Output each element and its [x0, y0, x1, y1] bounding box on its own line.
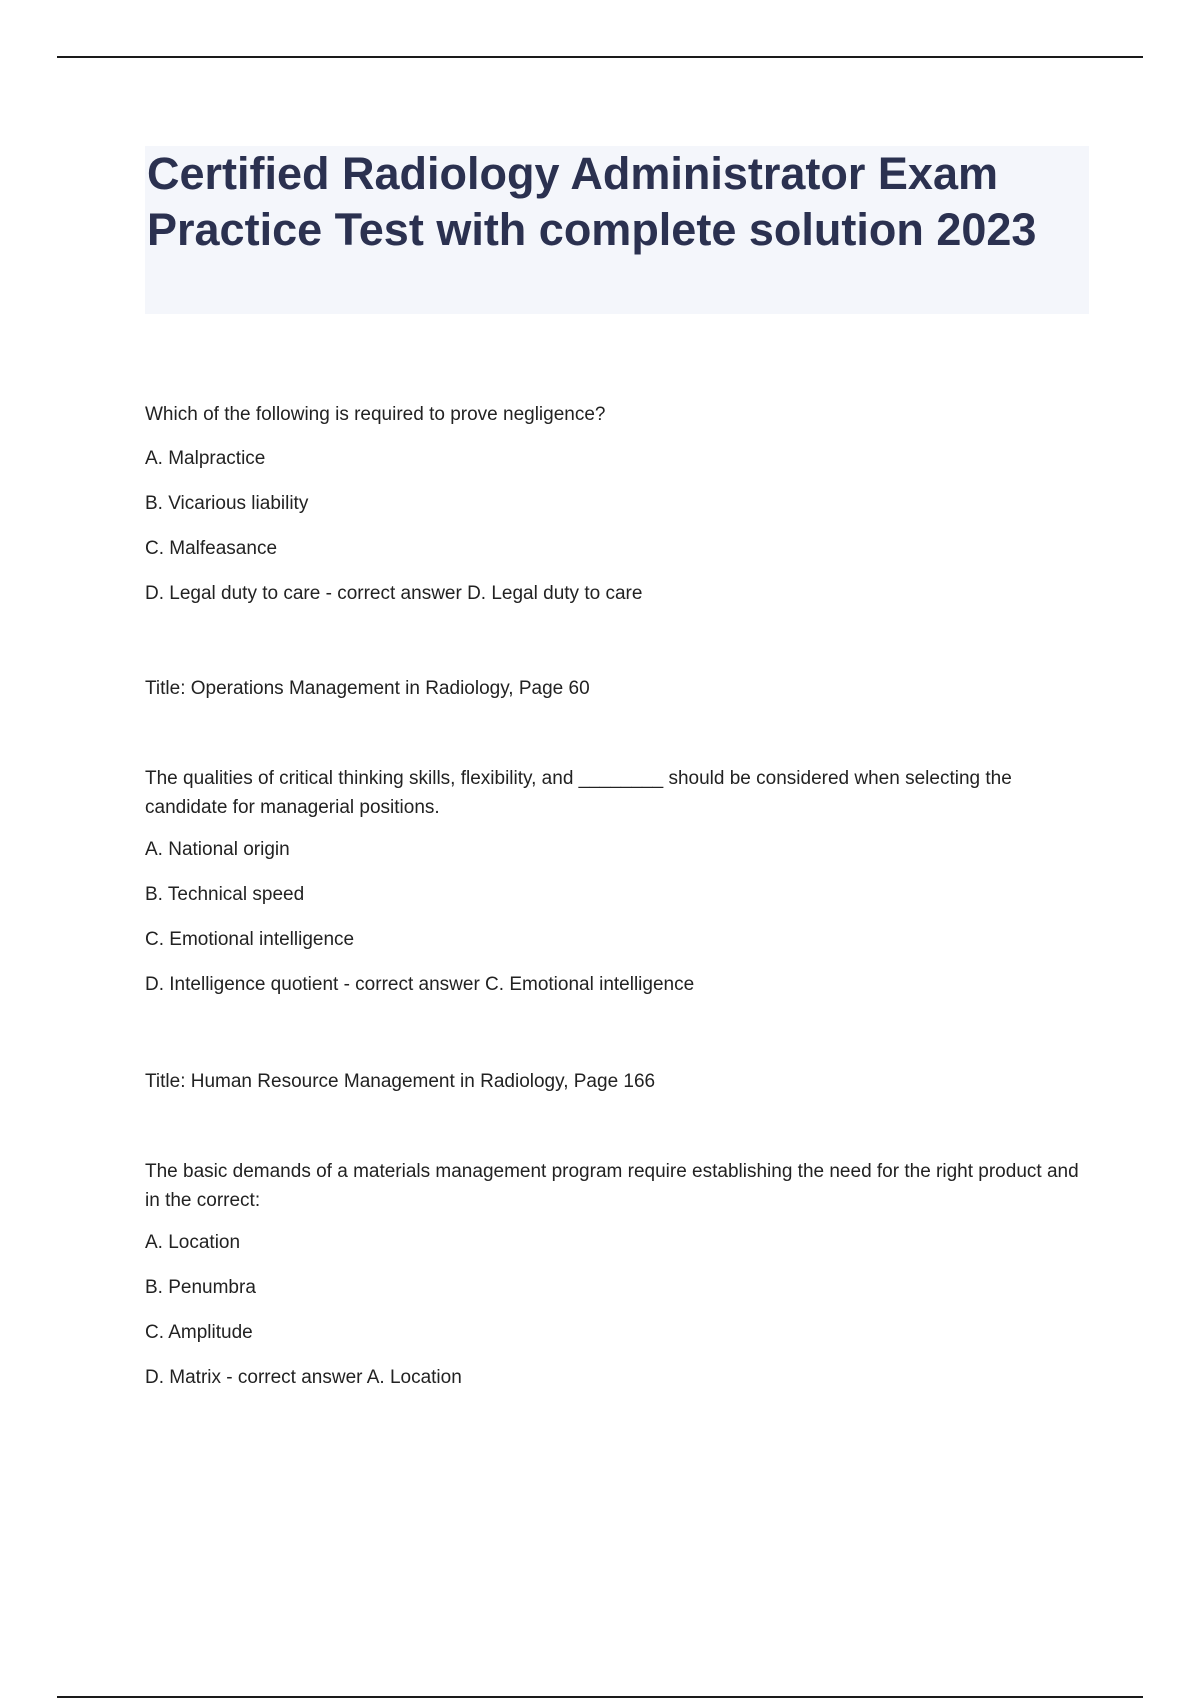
answer-option-d: D. Intelligence quotient - correct answer C. Emotional intelligence: [145, 974, 695, 995]
question-source-1: Title: Operations Management in Radiology, Page 60: [145, 678, 590, 699]
footer-rule: [57, 1696, 1143, 1698]
answer-option-b: B. Technical speed: [145, 884, 305, 905]
answer-option-b: B. Vicarious liability: [145, 493, 309, 514]
document-title: Certified Radiology Administrator Exam Practice Test with complete solution 2023: [147, 148, 1037, 255]
header-rule: [57, 56, 1143, 58]
question-block-2: [145, 764, 1085, 1015]
answer-option-b: B. Penumbra: [145, 1277, 256, 1298]
question-text: The qualities of critical thinking skills, flexibility, and ________ should be considered when selecting the candidate for managerial positions.: [145, 768, 1012, 818]
question-block-3: [145, 1157, 1085, 1408]
answer-option-c: C. Malfeasance: [145, 538, 278, 559]
answer-option-c: C. Amplitude: [145, 1322, 253, 1343]
question-text: The basic demands of a materials management program require establishing the need for the right product and in the correct:: [145, 1161, 1079, 1211]
question-block-1: [145, 400, 1085, 624]
answer-option-a: A. National origin: [145, 839, 290, 860]
question-source-2: Title: Human Resource Management in Radiology, Page 166: [145, 1071, 656, 1092]
answer-option-d: D. Matrix - correct answer A. Location: [145, 1367, 462, 1388]
title-banner: [145, 146, 1089, 314]
answer-option-a: A. Malpractice: [145, 448, 266, 469]
answer-option-a: A. Location: [145, 1232, 241, 1253]
answer-option-d: D. Legal duty to care - correct answer D. Legal duty to care: [145, 583, 643, 604]
question-text: Which of the following is required to prove negligence?: [145, 404, 606, 425]
answer-option-c: C. Emotional intelligence: [145, 929, 355, 950]
